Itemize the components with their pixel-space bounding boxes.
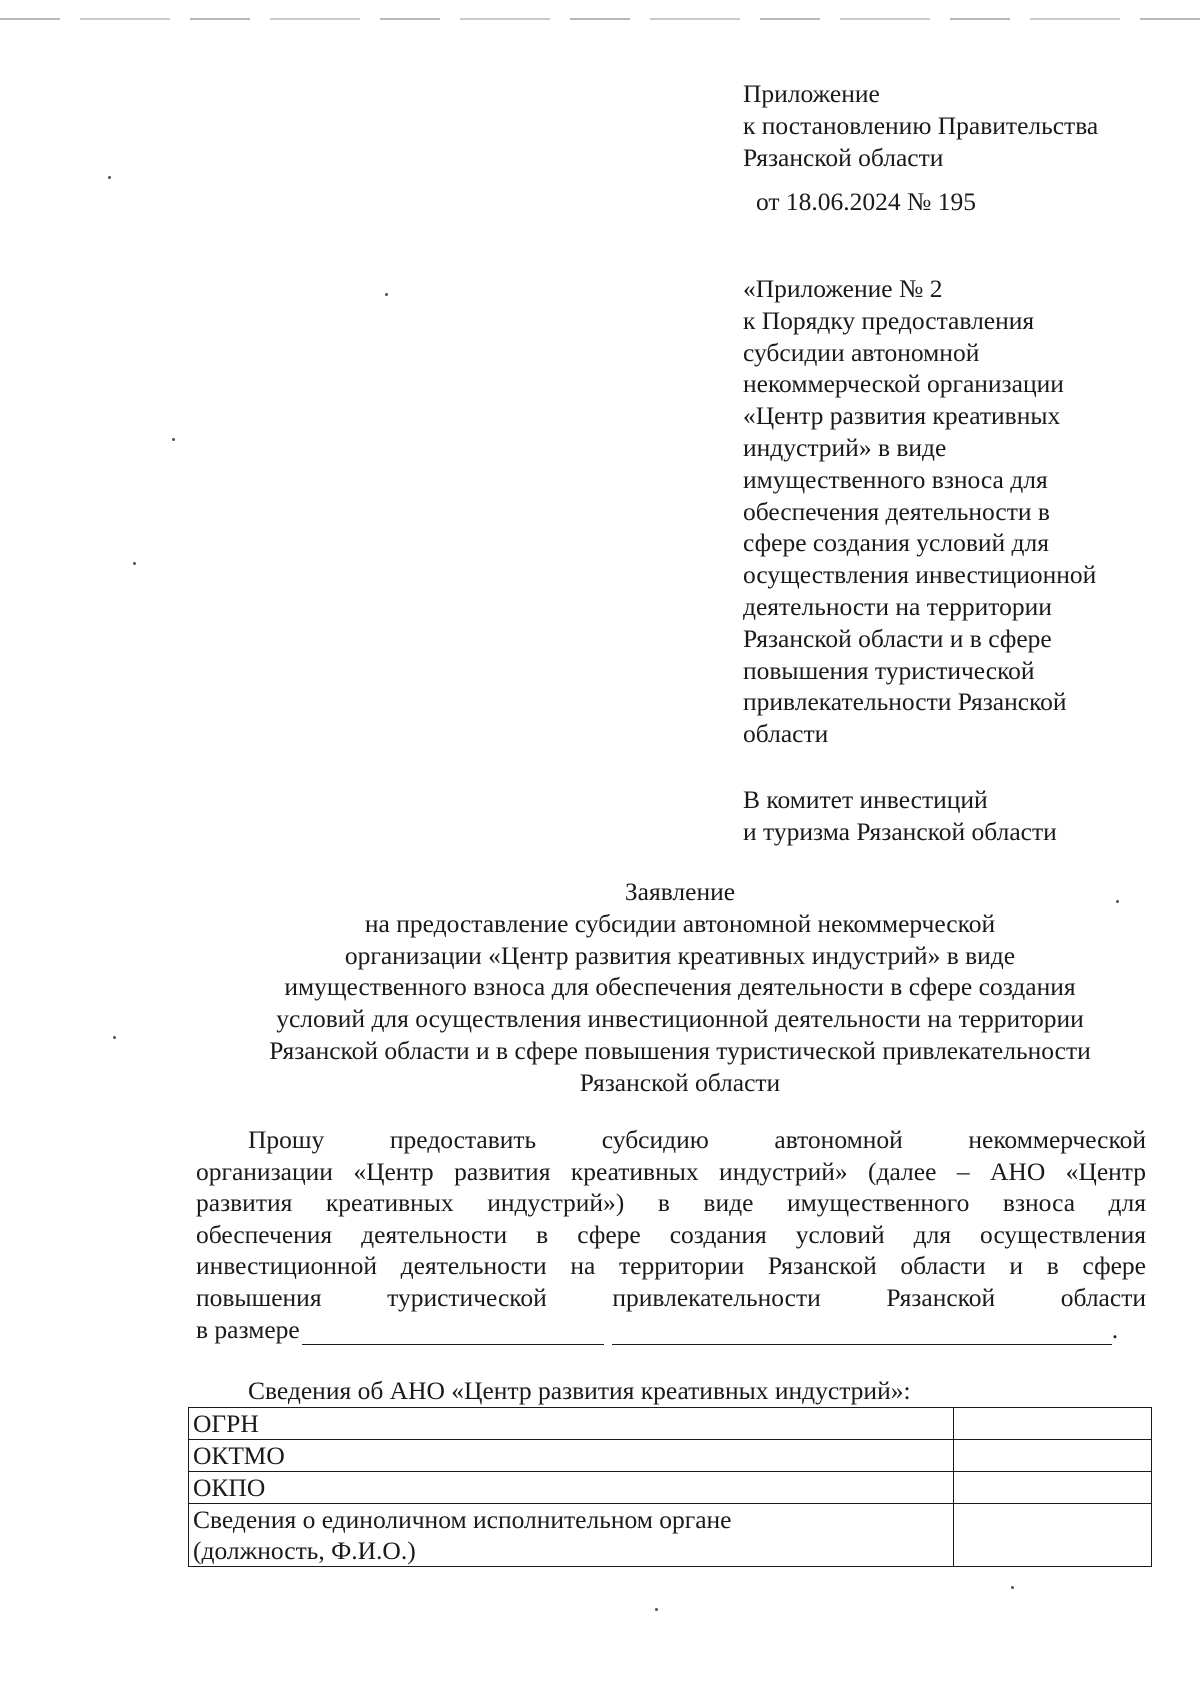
application-title-line: Заявление (624, 877, 736, 906)
appendix-header-line: Приложение (743, 79, 880, 108)
table-row (189, 1408, 1152, 1440)
amount-suffix: . (1111, 1314, 1119, 1344)
table-row (189, 1472, 1152, 1504)
oktmo-value-cell[interactable] (953, 1440, 1151, 1472)
application-title-line: организации «Центр развития креативных индустрий» в виде (344, 940, 1016, 970)
scan-speck (1011, 1586, 1014, 1589)
procedure-header (743, 273, 1163, 750)
procedure-header-line: осуществления инвестиционной (743, 560, 1097, 590)
scan-speck (655, 1608, 658, 1611)
oktmo-label: ОКТМО (193, 1441, 285, 1470)
info-section-heading: Сведения об АНО «Центр развития креативных индустрий»: (248, 1376, 911, 1405)
body-line: обеспечения деятельности в сфере создания условий для осуществления (196, 1219, 1146, 1249)
ogrn-value-cell[interactable] (953, 1408, 1151, 1440)
decree-date: от 18.06.2024 № 195 (756, 187, 977, 216)
procedure-header-line: некоммерческой организации (743, 369, 1064, 399)
executive-body-value-cell[interactable] (953, 1504, 1151, 1567)
scan-speck (385, 293, 388, 296)
scan-speck (108, 176, 111, 179)
application-title-line: условий для осуществления инвестиционной деятельности на территории (276, 1004, 1084, 1034)
table-cell-label (189, 1472, 954, 1504)
application-title-line: имущественного взноса для обеспечения деятельности в сфере создания (284, 972, 1076, 1002)
body-line: Прошу предоставить субсидию автономной некоммерческой (248, 1125, 1146, 1154)
scan-speck (113, 1036, 116, 1039)
application-body (196, 1124, 1146, 1345)
scan-speck (133, 562, 136, 565)
recipient-block (743, 784, 1163, 848)
body-line: развития креативных индустрий») в виде имущественного взноса для (196, 1188, 1146, 1218)
ogrn-label: ОГРН (193, 1409, 259, 1438)
okpo-value-cell[interactable] (953, 1472, 1151, 1504)
table-cell-label (189, 1440, 954, 1472)
scan-speck (172, 438, 175, 441)
procedure-header-line: к Порядку предоставления (743, 305, 1035, 335)
amount-prefix: в размере (196, 1314, 300, 1344)
appendix-header (743, 78, 1163, 173)
recipient-line: и туризма Рязанской области (743, 816, 1057, 846)
okpo-label: ОКПО (193, 1473, 266, 1502)
table-row (189, 1440, 1152, 1472)
procedure-header-line: сфере создания условий для (743, 528, 1049, 558)
procedure-header-line: обеспечения деятельности в (743, 496, 1050, 526)
procedure-header-line: повышения туристической (743, 655, 1035, 685)
appendix-header-line: Рязанской области (743, 142, 944, 172)
application-title-line: Рязанской области и в сфере повышения туристической привлекательности (269, 1035, 1091, 1065)
procedure-header-line: Рязанской области и в сфере (743, 623, 1052, 653)
table-cell-label (189, 1504, 954, 1567)
amount-blank-field[interactable] (302, 1320, 604, 1345)
executive-body-label-note: (должность, Ф.И.О.) (193, 1536, 416, 1565)
application-title-line: Рязанской области (579, 1067, 781, 1097)
amount-words-blank-field[interactable] (612, 1320, 1112, 1345)
body-line: инвестиционной деятельности на территории Рязанской области и в сфере (196, 1251, 1146, 1281)
procedure-header-line: индустрий» в виде (743, 432, 947, 462)
procedure-header-line: субсидии автономной (743, 337, 980, 367)
application-title-line: на предоставление субсидии автономной некоммерческой (364, 908, 996, 938)
organization-info-table (188, 1407, 1152, 1567)
table-row (189, 1504, 1152, 1567)
procedure-header-line: «Центр развития креативных (743, 401, 1061, 431)
body-line: повышения туристической привлекательности Рязанской области (196, 1282, 1146, 1312)
appendix-header-line: к постановлению Правительства (743, 110, 1099, 140)
procedure-header-line: «Приложение № 2 (743, 274, 943, 303)
amount-line (196, 1314, 1146, 1346)
procedure-header-line: имущественного взноса для (743, 464, 1048, 494)
body-line: организации «Центр развития креативных индустрий» (далее – АНО «Центр (196, 1156, 1146, 1186)
procedure-header-line: деятельности на территории (743, 591, 1052, 621)
executive-body-label: Сведения о единоличном исполнительном органе (193, 1505, 732, 1534)
application-title (200, 876, 1160, 1099)
table-cell-label (189, 1408, 954, 1440)
procedure-header-line: привлекательности Рязанской (743, 687, 1067, 717)
procedure-header-line: области (743, 719, 829, 749)
scan-edge-artifact (0, 18, 1200, 20)
recipient-line: В комитет инвестиций (743, 785, 988, 814)
